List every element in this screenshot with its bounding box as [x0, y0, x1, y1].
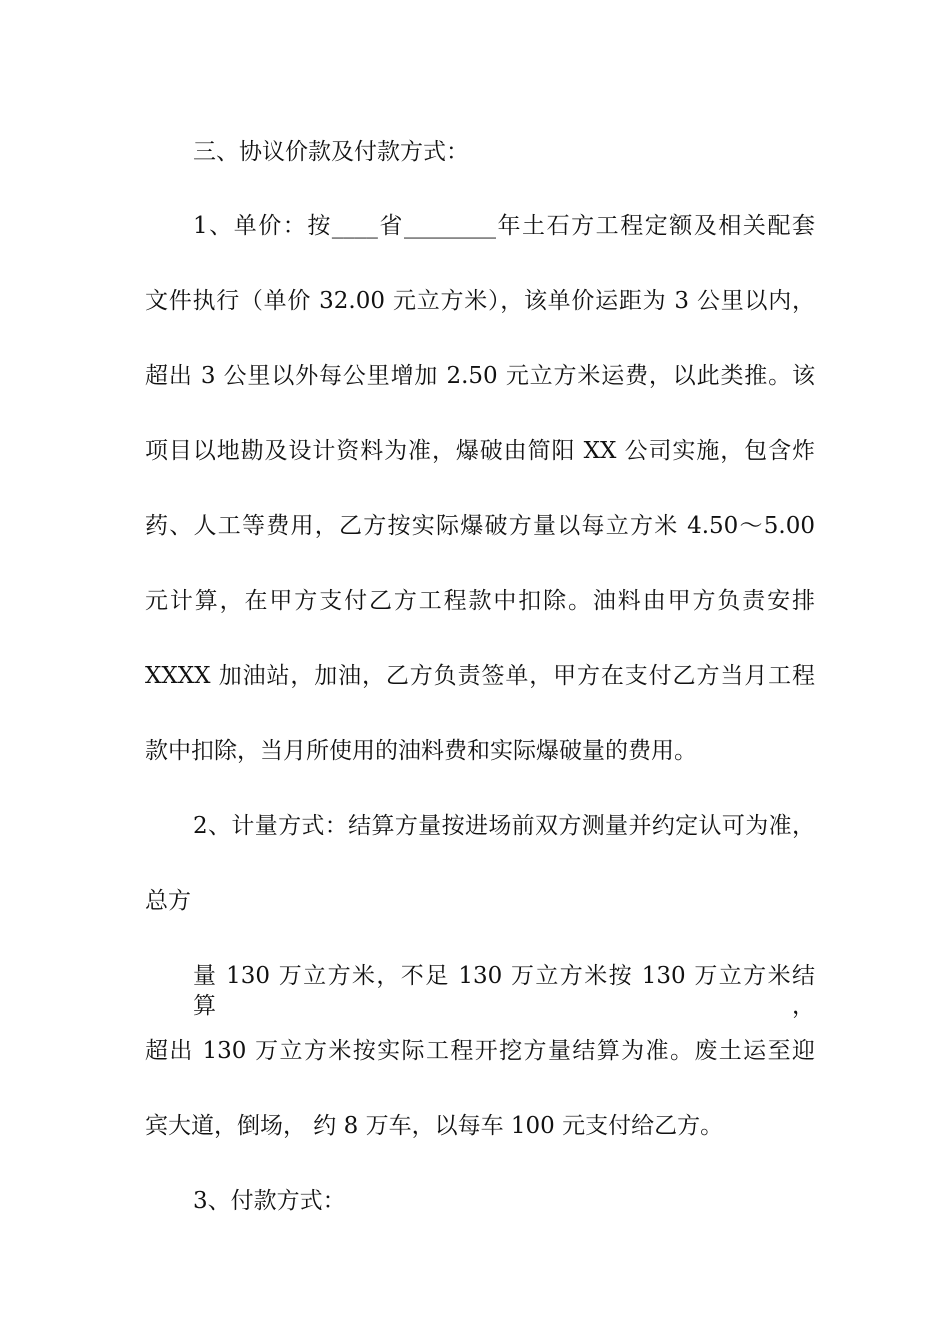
paragraph-line: 超出 3 公里以外每公里增加 2.50 元立方米运费，以此类推。该	[145, 363, 815, 389]
paragraph-line: 1、单价：按____省________年土石方工程定额及相关配套	[193, 213, 815, 239]
paragraph-line: 药、人工等费用，乙方按实际爆破方量以每立方米 4.50～5.00	[145, 513, 815, 539]
paragraph-line: 元计算，在甲方支付乙方工程款中扣除。油料由甲方负责安排	[145, 588, 815, 614]
paragraph-line: 总方	[145, 888, 191, 914]
paragraph-line: 款中扣除，当月所使用的油料费和实际爆破量的费用。	[145, 738, 697, 764]
paragraph-line: 项目以地勘及设计资料为准，爆破由简阳 XX 公司实施，包含炸	[145, 438, 815, 464]
paragraph-line: 超出 130 万立方米按实际工程开挖方量结算为准。废土运至迎	[145, 1038, 815, 1064]
paragraph-line: 宾大道，倒场， 约 8 万车，以每车 100 元支付给乙方。	[145, 1113, 724, 1139]
paragraph-line: 2、计量方式：结算方量按进场前双方测量并约定认可为准，	[193, 813, 815, 839]
section-heading: 三、协议价款及付款方式：	[193, 139, 469, 165]
paragraph-line: 量 130 万立方米，不足 130 万立方米按 130 万立方米结算，	[193, 963, 815, 1019]
subsection-heading: 3、付款方式：	[193, 1188, 346, 1214]
paragraph-line: 文件执行（单价 32.00 元立方米），该单价运距为 3 公里以内，	[145, 288, 815, 314]
paragraph-line: XXXX 加油站，加油，乙方负责签单，甲方在支付乙方当月工程	[145, 663, 815, 689]
